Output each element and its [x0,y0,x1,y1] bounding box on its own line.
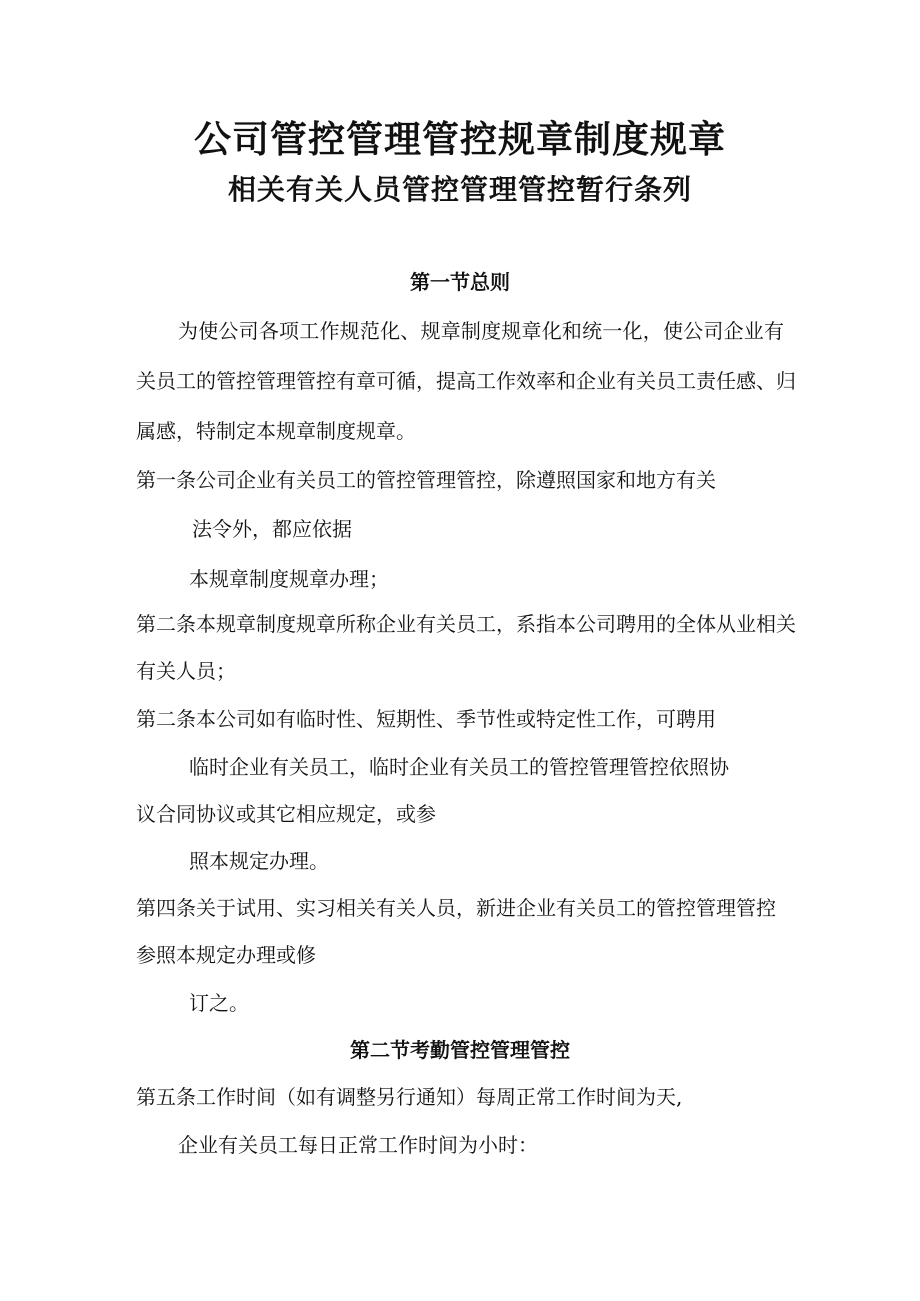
article-line: 法令外，都应依据 [192,517,352,541]
article-line: 本规章制度规章办理； [189,567,389,591]
article-line: 企业有关员工每日正常工作时间为小时： [178,1133,538,1157]
article-line: 第一条公司企业有关员工的管控管理管控，除遵照国家和地方有关 [136,468,716,492]
article-line: 第二条本规章制度规章所称企业有关员工，系指本公司聘用的全体从业相关 [136,612,796,636]
article-line: 照本规定办理。 [189,849,329,873]
article-line: 有关人员； [136,659,236,683]
article-line: 第四条关于试用、实习相关有关人员，新进企业有关员工的管控管理管控 [136,896,776,920]
article-line: 临时企业有关员工，临时企业有关员工的管控管理管控依照协 [189,755,729,779]
article-line: 第五条工作时间（如有调整另行通知）每周正常工作时间为天, [136,1085,683,1109]
article-line: 第二条本公司如有临时性、短期性、季节性或特定性工作，可聘用 [136,707,716,731]
article-line: 参照本规定办理或修 [136,943,316,967]
article-line: 议合同协议或其它相应规定，或参 [136,802,436,826]
article-line: 订之。 [189,991,249,1015]
section-heading-attendance: 第二节考勤管控管理管控 [350,1038,570,1062]
document-title: 公司管控管理管控规章制度规章 [194,117,726,161]
document-subtitle: 相关有关人员管控管理管控暂行条列 [227,173,692,206]
paragraph-line: 为使公司各项工作规范化、规章制度规章化和统一化，使公司企业有 [178,319,784,343]
paragraph-line: 属感，特制定本规章制度规章。 [136,419,416,443]
paragraph-line: 关员工的管控管理管控有章可循，提高工作效率和企业有关员工责任感、归 [136,369,796,393]
section-heading-general: 第一节总则 [410,270,510,294]
